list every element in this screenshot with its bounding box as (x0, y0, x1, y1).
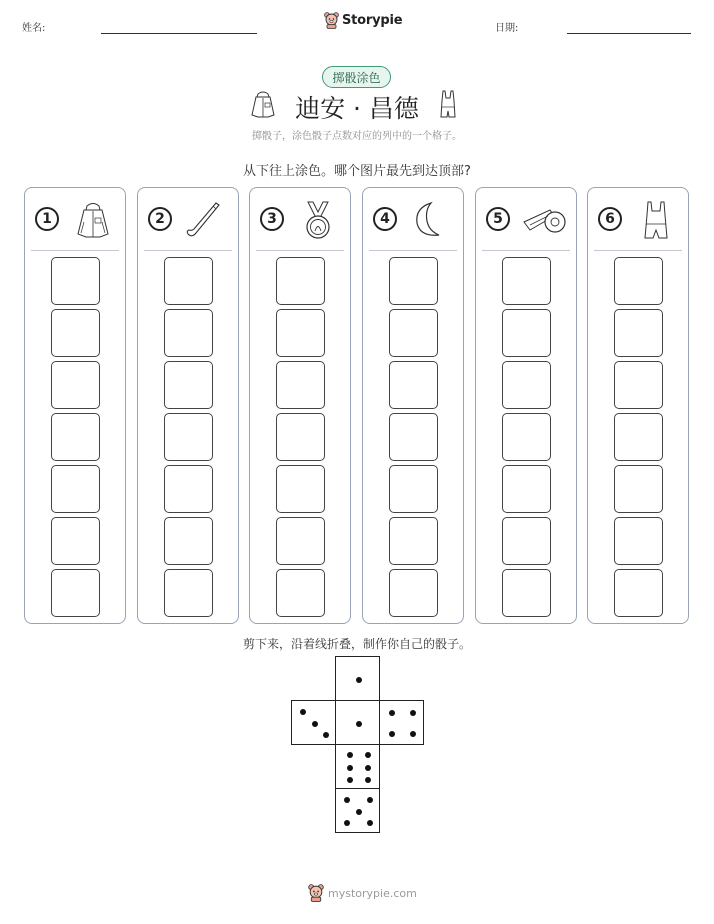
dice-pip (300, 709, 306, 715)
column-2 (137, 187, 239, 624)
color-cell[interactable] (502, 569, 551, 617)
name-line[interactable] (101, 33, 257, 34)
date-line[interactable] (567, 33, 691, 34)
singlet-icon (632, 200, 680, 240)
dice-pip (344, 820, 350, 826)
color-cell[interactable] (389, 257, 438, 305)
column-divider (256, 250, 344, 251)
column-divider (594, 250, 682, 251)
crescent-moon-icon (407, 200, 455, 240)
cut-instruction: 剪下来，沿着线折叠，制作你自己的骰子。 (242, 637, 471, 651)
color-cell[interactable] (51, 517, 100, 565)
color-cell[interactable] (164, 309, 213, 357)
raincoat-icon (69, 200, 117, 240)
color-cell[interactable] (276, 569, 325, 617)
activity-tag: 掷骰涂色 (322, 66, 391, 88)
column-number: 3 (260, 207, 284, 231)
color-cell[interactable] (389, 465, 438, 513)
color-cell[interactable] (389, 309, 438, 357)
dice-pip (389, 710, 395, 716)
column-number: 6 (598, 207, 622, 231)
color-cell[interactable] (502, 361, 551, 409)
color-cell[interactable] (614, 309, 663, 357)
dice-pip (347, 777, 353, 783)
dice-pip (367, 797, 373, 803)
storypie-bear-icon (308, 884, 324, 902)
dice-pip (356, 809, 362, 815)
column-4 (362, 187, 464, 624)
color-cell[interactable] (51, 361, 100, 409)
color-cell[interactable] (389, 569, 438, 617)
color-cell[interactable] (164, 465, 213, 513)
column-divider (482, 250, 570, 251)
hockey-stick-icon (182, 200, 230, 240)
brand-logo (324, 12, 402, 29)
color-cell[interactable] (276, 257, 325, 305)
color-cell[interactable] (276, 309, 325, 357)
color-cell[interactable] (164, 517, 213, 565)
color-cell[interactable] (502, 309, 551, 357)
dice-face-5 (335, 788, 380, 833)
color-cell[interactable] (502, 465, 551, 513)
column-number: 2 (148, 207, 172, 231)
dice-face-4 (379, 700, 424, 745)
color-cell[interactable] (164, 413, 213, 461)
whistle-icon (520, 200, 568, 240)
color-cell[interactable] (164, 569, 213, 617)
dice-pip (323, 732, 329, 738)
subtitle: 掷骰子，涂色骰子点数对应的列中的一个格子。 (252, 131, 462, 142)
dice-pip (344, 797, 350, 803)
page-title: 迪安 · 昌德 (295, 94, 419, 123)
dice-pip (365, 765, 371, 771)
color-cell[interactable] (614, 517, 663, 565)
dice-pip (389, 731, 395, 737)
medal-icon (294, 200, 342, 240)
column-1 (24, 187, 126, 624)
color-cell[interactable] (614, 569, 663, 617)
footer-url[interactable]: mystorypie.com (328, 886, 417, 900)
color-cell[interactable] (502, 257, 551, 305)
dice-pip (347, 752, 353, 758)
color-cell[interactable] (51, 465, 100, 513)
column-number: 5 (486, 207, 510, 231)
storypie-bear-icon (324, 12, 339, 29)
brand-name: Storypie (342, 13, 403, 28)
column-3 (249, 187, 351, 624)
name-label: 姓名: (22, 23, 46, 34)
color-cell[interactable] (389, 413, 438, 461)
color-cell[interactable] (389, 361, 438, 409)
color-cell[interactable] (389, 517, 438, 565)
column-number: 4 (373, 207, 397, 231)
color-cell[interactable] (51, 569, 100, 617)
color-cell[interactable] (614, 361, 663, 409)
column-5 (475, 187, 577, 624)
dice-pip (356, 721, 362, 727)
dice-pip (410, 731, 416, 737)
color-cell[interactable] (502, 517, 551, 565)
dice-pip (410, 710, 416, 716)
instruction: 从下往上涂色。哪个图片最先到达顶部? (243, 164, 471, 179)
dice-pip (312, 721, 318, 727)
dice-pip (365, 777, 371, 783)
color-cell[interactable] (276, 465, 325, 513)
dice-face-1 (335, 700, 380, 745)
dice-pip (365, 752, 371, 758)
column-divider (144, 250, 232, 251)
singlet-icon (438, 89, 458, 119)
color-cell[interactable] (614, 413, 663, 461)
dice-face-3 (291, 700, 336, 745)
column-divider (369, 250, 457, 251)
color-cell[interactable] (164, 361, 213, 409)
color-cell[interactable] (276, 413, 325, 461)
dice-face-1 (335, 656, 380, 701)
column-number: 1 (35, 207, 59, 231)
color-cell[interactable] (276, 517, 325, 565)
color-cell[interactable] (614, 465, 663, 513)
color-cell[interactable] (51, 257, 100, 305)
color-cell[interactable] (51, 413, 100, 461)
column-6 (587, 187, 689, 624)
color-cell[interactable] (276, 361, 325, 409)
dice-pip (367, 820, 373, 826)
footer (308, 884, 417, 902)
dice-pip (347, 765, 353, 771)
color-cell[interactable] (614, 257, 663, 305)
date-label: 日期: (495, 23, 519, 34)
color-cell[interactable] (502, 413, 551, 461)
color-cell[interactable] (164, 257, 213, 305)
dice-pip (356, 677, 362, 683)
color-cell[interactable] (51, 309, 100, 357)
column-divider (31, 250, 119, 251)
dice-face-6 (335, 744, 380, 789)
